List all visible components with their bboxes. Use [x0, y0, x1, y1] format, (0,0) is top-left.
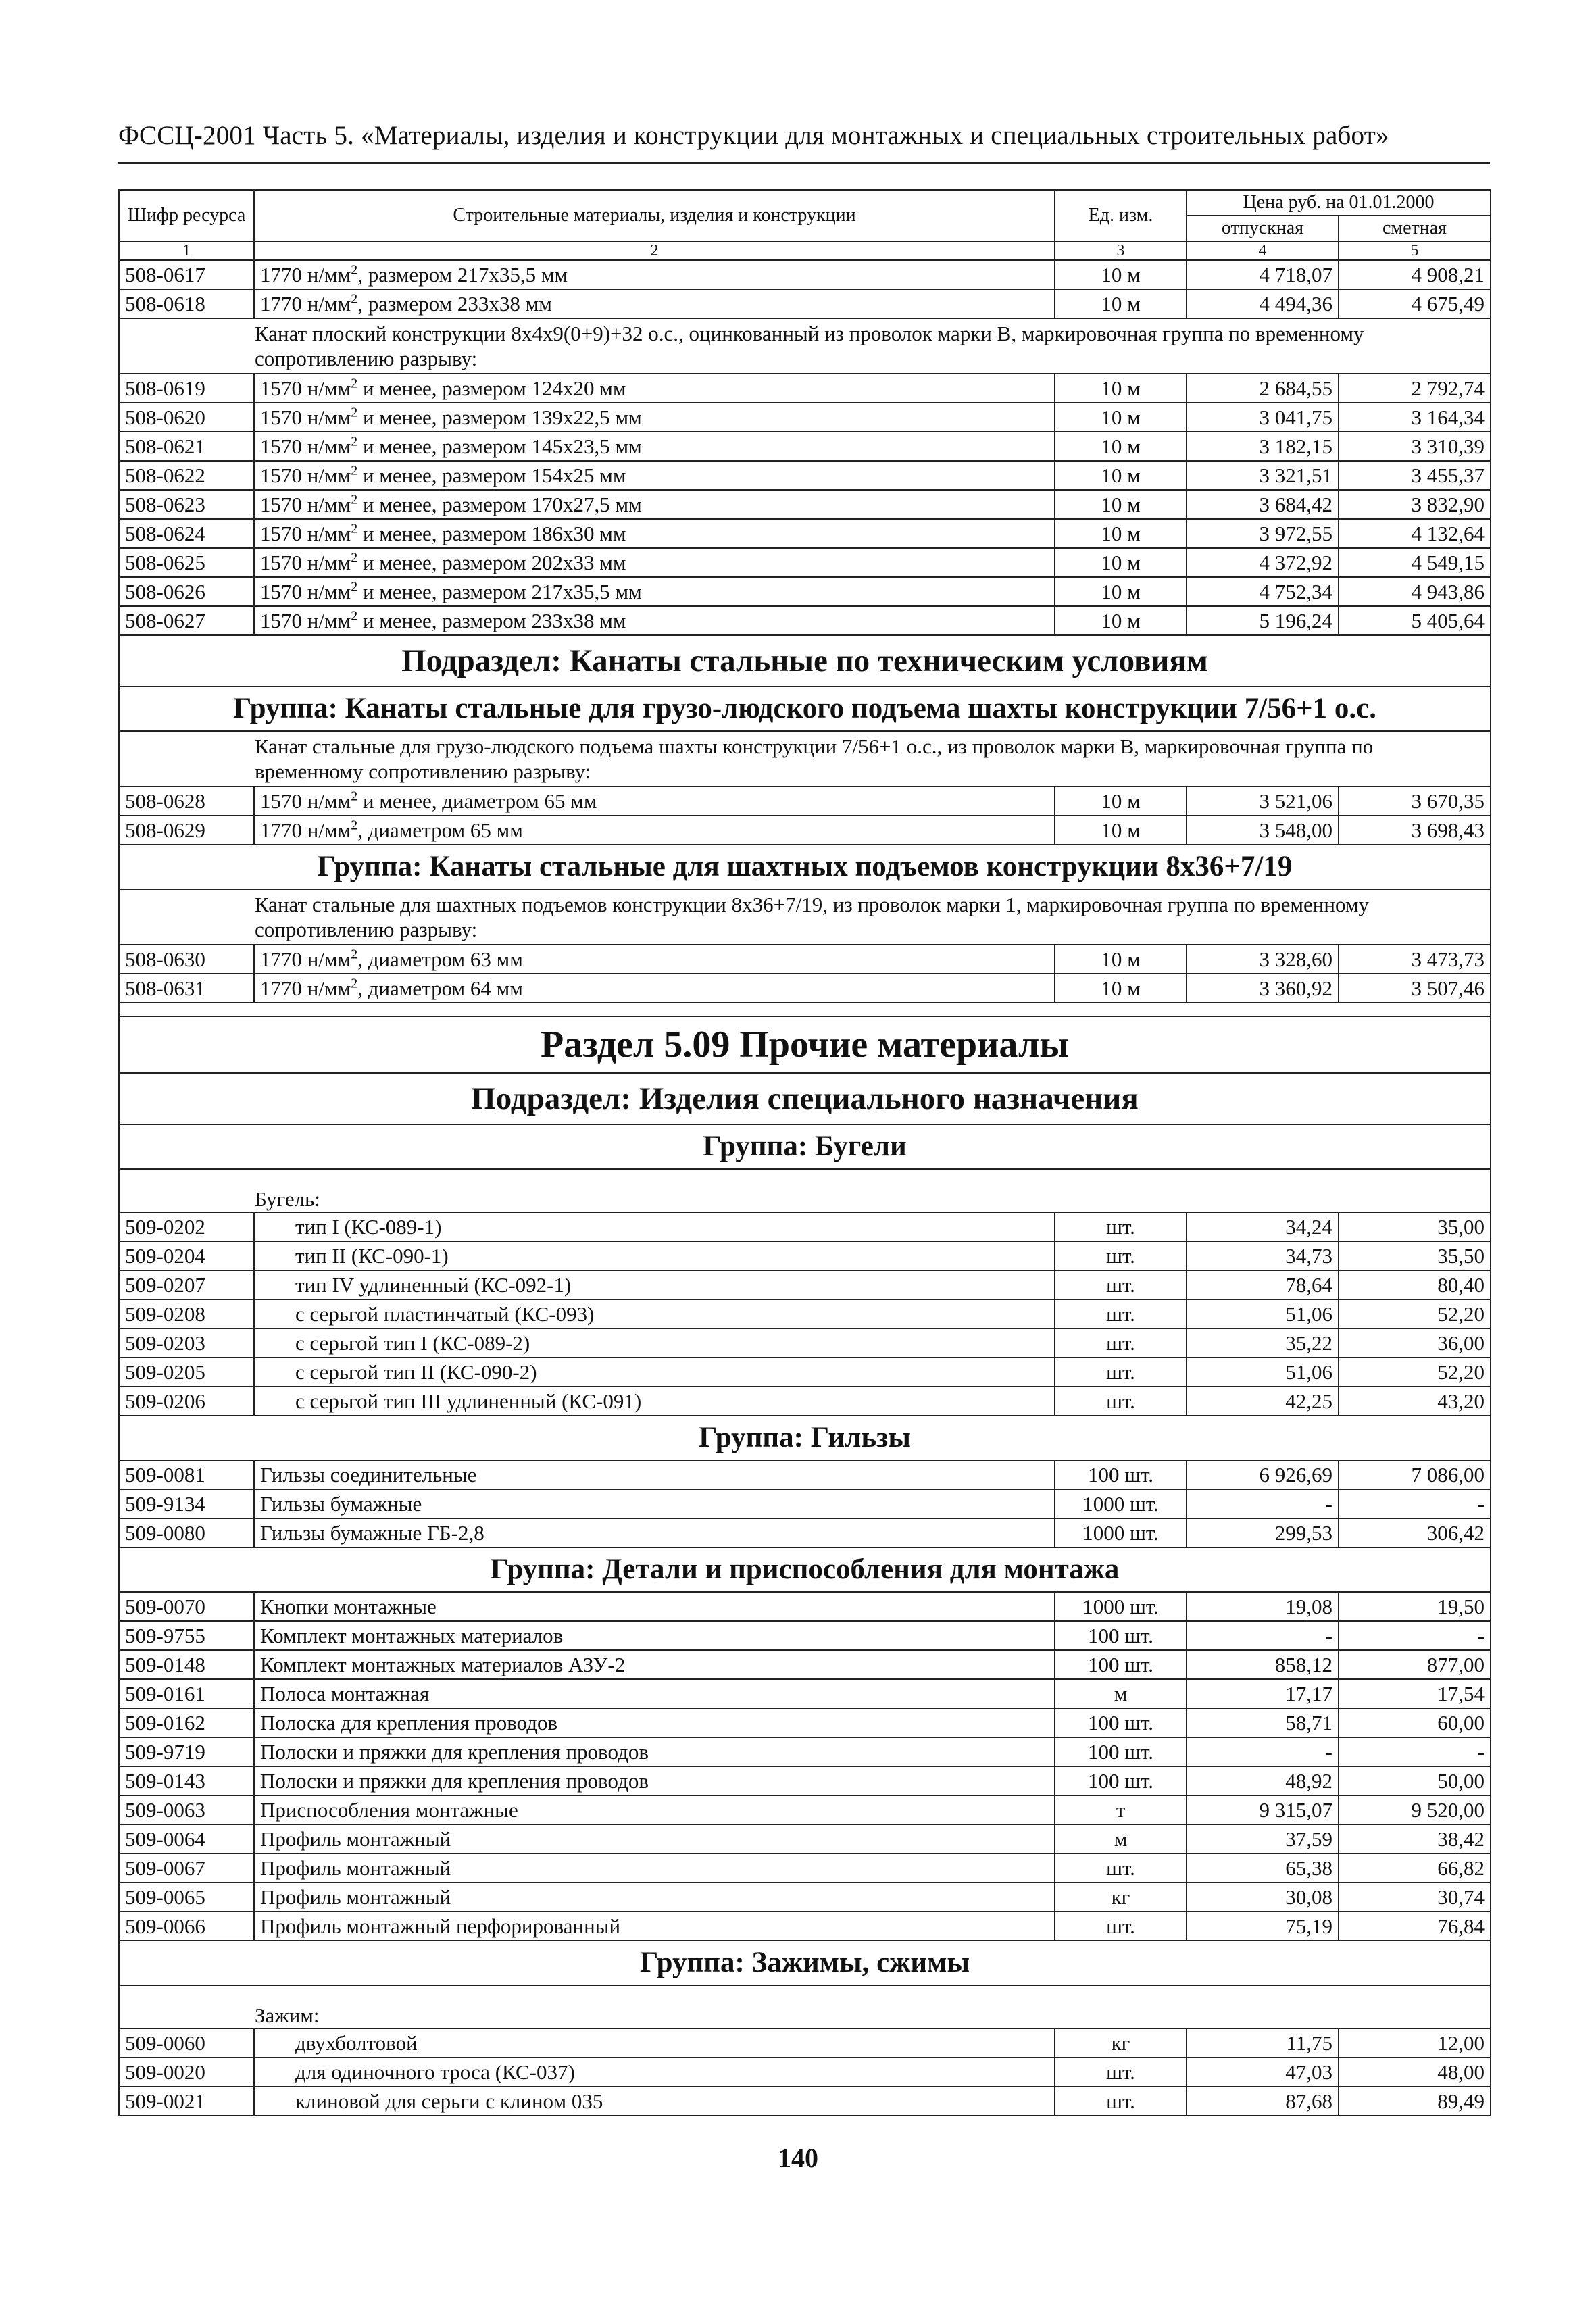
price-estimate: - [1339, 1737, 1491, 1766]
note-row [119, 318, 1491, 374]
price-estimate: 17,54 [1339, 1679, 1491, 1708]
unit: 100 шт. [1055, 1766, 1187, 1795]
unit: 100 шт. [1055, 1460, 1187, 1489]
unit: т [1055, 1795, 1187, 1824]
table-row [119, 1737, 1491, 1766]
column-header-estimate: сметная [1339, 216, 1491, 241]
price-release: 51,06 [1187, 1358, 1339, 1387]
item-name: 1770 $н/мм^2$, размером 217х35,5 мм [254, 260, 1055, 289]
price-estimate: - [1339, 1489, 1491, 1518]
price-estimate: 60,00 [1339, 1708, 1491, 1737]
note-row [119, 731, 1491, 787]
price-release: 4 372,92 [1187, 548, 1339, 577]
column-header-unit: Ед. изм. [1055, 190, 1187, 241]
table-row [119, 1241, 1491, 1270]
unit: шт. [1055, 1241, 1187, 1270]
group-heading-row [119, 1941, 1491, 1985]
price-estimate: 5 405,64 [1339, 606, 1491, 635]
group-label: Зажим: [119, 1985, 1491, 2028]
table-row [119, 1708, 1491, 1737]
price-release: 9 315,07 [1187, 1795, 1339, 1824]
unit: шт. [1055, 1358, 1187, 1387]
column-number: 5 [1339, 241, 1491, 260]
price-release: 87,68 [1187, 2087, 1339, 2116]
resource-code: 509-0020 [119, 2058, 254, 2087]
price-table [118, 189, 1491, 2116]
price-estimate: 9 520,00 [1339, 1795, 1491, 1824]
label-row [119, 1169, 1491, 1212]
item-name: 1570 $н/мм^2$ и менее, размером 145х23,5 мм [254, 432, 1055, 461]
price-estimate: 3 310,39 [1339, 432, 1491, 461]
note-text: Канат стальные для грузо-людского подъема шахты конструкции 7/56+1 о.с., из проволок марки В, маркировочная группа по временному сопротивлению разрыву: [119, 731, 1491, 787]
column-header-price: Цена руб. на 01.01.2000 [1187, 190, 1491, 216]
item-name: 1770 $н/мм^2$, диаметром 64 мм [254, 974, 1055, 1003]
price-estimate: 48,00 [1339, 2058, 1491, 2087]
item-name: тип IV удлиненный (КС-092-1) [254, 1270, 1055, 1299]
price-release: 3 321,51 [1187, 461, 1339, 490]
resource-code: 508-0625 [119, 548, 254, 577]
price-estimate: 3 670,35 [1339, 787, 1491, 816]
price-estimate: 4 908,21 [1339, 260, 1491, 289]
price-release: - [1187, 1737, 1339, 1766]
item-name: Комплект монтажных материалов [254, 1621, 1055, 1650]
price-release: 78,64 [1187, 1270, 1339, 1299]
price-estimate: 4 549,15 [1339, 548, 1491, 577]
unit: 10 м [1055, 490, 1187, 519]
unit: 1000 шт. [1055, 1592, 1187, 1621]
price-estimate: 52,20 [1339, 1299, 1491, 1328]
price-estimate: 52,20 [1339, 1358, 1491, 1387]
price-release: 34,73 [1187, 1241, 1339, 1270]
price-release: 4 752,34 [1187, 577, 1339, 606]
unit: 10 м [1055, 606, 1187, 635]
table-row [119, 1460, 1491, 1489]
table-row [119, 1795, 1491, 1824]
price-estimate: 3 455,37 [1339, 461, 1491, 490]
resource-code: 509-0203 [119, 1328, 254, 1358]
unit: шт. [1055, 1299, 1187, 1328]
price-release: 3 182,15 [1187, 432, 1339, 461]
column-number-row [119, 241, 1491, 260]
group-heading-row [119, 845, 1491, 889]
price-estimate: 80,40 [1339, 1270, 1491, 1299]
resource-code: 508-0624 [119, 519, 254, 548]
price-estimate: 4 132,64 [1339, 519, 1491, 548]
unit: 10 м [1055, 548, 1187, 577]
resource-code: 509-0202 [119, 1212, 254, 1241]
resource-code: 509-0208 [119, 1299, 254, 1328]
spacer-row [119, 1003, 1491, 1016]
resource-code: 509-9719 [119, 1737, 254, 1766]
unit: шт. [1055, 1270, 1187, 1299]
resource-code: 508-0621 [119, 432, 254, 461]
heading-text: Группа: Детали и приспособления для монтажа [119, 1547, 1491, 1592]
unit: шт. [1055, 1387, 1187, 1416]
item-name: 1570 $н/мм^2$ и менее, размером 124х20 мм [254, 374, 1055, 403]
resource-code: 509-0065 [119, 1883, 254, 1912]
unit: шт. [1055, 2087, 1187, 2116]
table-row [119, 403, 1491, 432]
table-row [119, 606, 1491, 635]
price-release: 75,19 [1187, 1912, 1339, 1941]
resource-code: 508-0631 [119, 974, 254, 1003]
price-estimate: 12,00 [1339, 2028, 1491, 2058]
resource-code: 509-0066 [119, 1912, 254, 1941]
resource-code: 509-0070 [119, 1592, 254, 1621]
price-release: 5 196,24 [1187, 606, 1339, 635]
resource-code: 509-0162 [119, 1708, 254, 1737]
table-row [119, 289, 1491, 318]
item-name: тип I (КС-089-1) [254, 1212, 1055, 1241]
resource-code: 509-0060 [119, 2028, 254, 2058]
table-row [119, 787, 1491, 816]
table-row [119, 945, 1491, 974]
resource-code: 509-0067 [119, 1853, 254, 1883]
item-name: 1570 $н/мм^2$ и менее, размером 233х38 мм [254, 606, 1055, 635]
price-release: 65,38 [1187, 1853, 1339, 1883]
resource-code: 509-0148 [119, 1650, 254, 1679]
unit: 10 м [1055, 974, 1187, 1003]
price-release: 11,75 [1187, 2028, 1339, 2058]
table-row [119, 1766, 1491, 1795]
unit: 1000 шт. [1055, 1518, 1187, 1547]
price-release: 51,06 [1187, 1299, 1339, 1328]
item-name: Кнопки монтажные [254, 1592, 1055, 1621]
table-row [119, 548, 1491, 577]
unit: 10 м [1055, 289, 1187, 318]
resource-code: 509-0063 [119, 1795, 254, 1824]
price-release: 17,17 [1187, 1679, 1339, 1708]
note-text: Канат плоский конструкции 8х4х9(0+9)+32 о.с., оцинкованный из проволок марки В, маркировочная группа по временному сопротивлению разрыву: [119, 318, 1491, 374]
price-release: - [1187, 1621, 1339, 1650]
item-name: 1570 $н/мм^2$ и менее, размером 202х33 мм [254, 548, 1055, 577]
price-estimate: 30,74 [1339, 1883, 1491, 1912]
price-estimate: 4 675,49 [1339, 289, 1491, 318]
resource-code: 508-0623 [119, 490, 254, 519]
price-estimate: 89,49 [1339, 2087, 1491, 2116]
unit: шт. [1055, 2058, 1187, 2087]
price-release: - [1187, 1489, 1339, 1518]
resource-code: 508-0619 [119, 374, 254, 403]
item-name: Комплект монтажных материалов АЗУ-2 [254, 1650, 1055, 1679]
table-row [119, 1299, 1491, 1328]
item-name: Гильзы бумажные ГБ-2,8 [254, 1518, 1055, 1547]
unit: 10 м [1055, 461, 1187, 490]
subsection-heading-row [119, 1073, 1491, 1124]
item-name: 1570 $н/мм^2$ и менее, размером 186х30 мм [254, 519, 1055, 548]
price-estimate: 3 507,46 [1339, 974, 1491, 1003]
resource-code: 508-0620 [119, 403, 254, 432]
resource-code: 509-0207 [119, 1270, 254, 1299]
table-row [119, 974, 1491, 1003]
price-estimate: - [1339, 1621, 1491, 1650]
unit: 100 шт. [1055, 1621, 1187, 1650]
price-release: 2 684,55 [1187, 374, 1339, 403]
price-release: 47,03 [1187, 2058, 1339, 2087]
table-row [119, 1679, 1491, 1708]
table-header-row [119, 190, 1491, 216]
resource-code: 508-0629 [119, 816, 254, 845]
heading-text: Группа: Канаты стальные для грузо-людского подъема шахты конструкции 7/56+1 о.с. [119, 687, 1491, 731]
item-name: Полоски и пряжки для крепления проводов [254, 1766, 1055, 1795]
unit: 10 м [1055, 260, 1187, 289]
note-text: Канат стальные для шахтных подъемов конструкции 8х36+7/19, из проволок марки 1, маркировочная группа по временному сопротивлению разрыву: [119, 889, 1491, 945]
heading-text: Раздел 5.09 Прочие материалы [119, 1016, 1491, 1073]
page-number: 140 [778, 2143, 818, 2173]
price-estimate: 3 473,73 [1339, 945, 1491, 974]
price-estimate: 877,00 [1339, 1650, 1491, 1679]
price-release: 34,24 [1187, 1212, 1339, 1241]
price-estimate: 35,50 [1339, 1241, 1491, 1270]
unit: 10 м [1055, 519, 1187, 548]
price-release: 4 494,36 [1187, 289, 1339, 318]
item-name: Полоса монтажная [254, 1679, 1055, 1708]
price-release: 3 360,92 [1187, 974, 1339, 1003]
item-name: для одиночного троса (КС-037) [254, 2058, 1055, 2087]
table-row [119, 2028, 1491, 2058]
table-row [119, 260, 1491, 289]
heading-text: Группа: Канаты стальные для шахтных подъемов конструкции 8х36+7/19 [119, 845, 1491, 889]
section-heading-row [119, 1016, 1491, 1073]
running-header: ФССЦ-2001 Часть 5. «Материалы, изделия и конструкции для монтажных и специальных строительных работ» [118, 121, 1389, 150]
item-name: тип II (КС-090-1) [254, 1241, 1055, 1270]
price-estimate: 306,42 [1339, 1518, 1491, 1547]
unit: шт. [1055, 1212, 1187, 1241]
unit: м [1055, 1679, 1187, 1708]
price-release: 6 926,69 [1187, 1460, 1339, 1489]
resource-code: 509-9134 [119, 1489, 254, 1518]
table-body [119, 190, 1491, 2116]
column-header-code: Шифр ресурса [119, 190, 254, 241]
item-name: Профиль монтажный [254, 1883, 1055, 1912]
unit: 100 шт. [1055, 1737, 1187, 1766]
resource-code: 509-0205 [119, 1358, 254, 1387]
resource-code: 509-0161 [119, 1679, 254, 1708]
table-row [119, 519, 1491, 548]
price-release: 3 684,42 [1187, 490, 1339, 519]
label-row [119, 1985, 1491, 2028]
price-estimate: 76,84 [1339, 1912, 1491, 1941]
price-release: 37,59 [1187, 1824, 1339, 1853]
price-release: 42,25 [1187, 1387, 1339, 1416]
table-row [119, 1592, 1491, 1621]
resource-code: 509-0021 [119, 2087, 254, 2116]
unit: 10 м [1055, 816, 1187, 845]
spacer-cell [119, 1003, 1491, 1016]
unit: 10 м [1055, 787, 1187, 816]
resource-code: 508-0627 [119, 606, 254, 635]
unit: м [1055, 1824, 1187, 1853]
table-row [119, 1387, 1491, 1416]
resource-code: 509-0204 [119, 1241, 254, 1270]
price-release: 58,71 [1187, 1708, 1339, 1737]
unit: шт. [1055, 1328, 1187, 1358]
table-row [119, 490, 1491, 519]
item-name: Приспособления монтажные [254, 1795, 1055, 1824]
table-row [119, 577, 1491, 606]
table-row [119, 1212, 1491, 1241]
item-name: Профиль монтажный [254, 1853, 1055, 1883]
group-heading-row [119, 1547, 1491, 1592]
table-row [119, 1358, 1491, 1387]
unit: шт. [1055, 1912, 1187, 1941]
table-row [119, 2087, 1491, 2116]
price-estimate: 38,42 [1339, 1824, 1491, 1853]
group-label: Бугель: [119, 1169, 1491, 1212]
item-name: с серьгой пластинчатый (КС-093) [254, 1299, 1055, 1328]
item-name: двухболтовой [254, 2028, 1055, 2058]
heading-text: Подраздел: Канаты стальные по техническим условиям [119, 635, 1491, 687]
table-row [119, 1650, 1491, 1679]
price-release: 35,22 [1187, 1328, 1339, 1358]
price-release: 299,53 [1187, 1518, 1339, 1547]
table-row [119, 1621, 1491, 1650]
heading-text: Группа: Бугели [119, 1124, 1491, 1169]
unit: 100 шт. [1055, 1650, 1187, 1679]
price-release: 3 521,06 [1187, 787, 1339, 816]
resource-code: 508-0617 [119, 260, 254, 289]
group-heading-row [119, 1124, 1491, 1169]
resource-code: 509-0080 [119, 1518, 254, 1547]
price-estimate: 7 086,00 [1339, 1460, 1491, 1489]
resource-code: 508-0626 [119, 577, 254, 606]
price-estimate: 36,00 [1339, 1328, 1491, 1358]
price-release: 3 548,00 [1187, 816, 1339, 845]
resource-code: 509-0143 [119, 1766, 254, 1795]
price-release: 4 718,07 [1187, 260, 1339, 289]
table-row [119, 374, 1491, 403]
resource-code: 508-0618 [119, 289, 254, 318]
price-estimate: 19,50 [1339, 1592, 1491, 1621]
item-name: 1570 $н/мм^2$ и менее, размером 139х22,5 мм [254, 403, 1055, 432]
price-estimate: 66,82 [1339, 1853, 1491, 1883]
price-release: 3 972,55 [1187, 519, 1339, 548]
table-row [119, 1489, 1491, 1518]
heading-text: Подраздел: Изделия специального назначения [119, 1073, 1491, 1124]
resource-code: 509-0206 [119, 1387, 254, 1416]
unit: 10 м [1055, 945, 1187, 974]
item-name: 1770 $н/мм^2$, диаметром 65 мм [254, 816, 1055, 845]
item-name: клиновой для серьги с клином 035 [254, 2087, 1055, 2116]
resource-code: 509-0081 [119, 1460, 254, 1489]
table-row [119, 1853, 1491, 1883]
resource-code: 508-0630 [119, 945, 254, 974]
column-number: 3 [1055, 241, 1187, 260]
price-estimate: 2 792,74 [1339, 374, 1491, 403]
item-name: с серьгой тип III удлиненный (КС-091) [254, 1387, 1055, 1416]
column-number: 1 [119, 241, 254, 260]
price-estimate: 50,00 [1339, 1766, 1491, 1795]
table-row [119, 1518, 1491, 1547]
price-estimate: 3 698,43 [1339, 816, 1491, 845]
item-name: 1570 $н/мм^2$ и менее, размером 154х25 мм [254, 461, 1055, 490]
group-heading-row [119, 687, 1491, 731]
group-heading-row [119, 1416, 1491, 1460]
price-release: 30,08 [1187, 1883, 1339, 1912]
price-release: 3 041,75 [1187, 403, 1339, 432]
subsection-heading-row [119, 635, 1491, 687]
item-name: Гильзы бумажные [254, 1489, 1055, 1518]
resource-code: 509-9755 [119, 1621, 254, 1650]
item-name: 1570 $н/мм^2$ и менее, размером 217х35,5 мм [254, 577, 1055, 606]
item-name: с серьгой тип II (КС-090-2) [254, 1358, 1055, 1387]
price-estimate: 3 164,34 [1339, 403, 1491, 432]
unit: 10 м [1055, 577, 1187, 606]
table-row [119, 1912, 1491, 1941]
unit: кг [1055, 1883, 1187, 1912]
unit: кг [1055, 2028, 1187, 2058]
resource-code: 508-0622 [119, 461, 254, 490]
column-number: 4 [1187, 241, 1339, 260]
item-name: 1570 $н/мм^2$ и менее, размером 170х27,5 мм [254, 490, 1055, 519]
item-name: Гильзы соединительные [254, 1460, 1055, 1489]
table-row [119, 2058, 1491, 2087]
table-row [119, 1824, 1491, 1853]
unit: 10 м [1055, 432, 1187, 461]
unit: 10 м [1055, 374, 1187, 403]
header-rule [118, 162, 1490, 164]
table-row [119, 1270, 1491, 1299]
unit: 1000 шт. [1055, 1489, 1187, 1518]
note-row [119, 889, 1491, 945]
resource-code: 508-0628 [119, 787, 254, 816]
table-row [119, 461, 1491, 490]
table-row [119, 1883, 1491, 1912]
price-estimate: 3 832,90 [1339, 490, 1491, 519]
column-header-name: Строительные материалы, изделия и конструкции [254, 190, 1055, 241]
table-row [119, 1328, 1491, 1358]
item-name: 1570 $н/мм^2$ и менее, диаметром 65 мм [254, 787, 1055, 816]
table-row [119, 432, 1491, 461]
price-release: 19,08 [1187, 1592, 1339, 1621]
resource-code: 509-0064 [119, 1824, 254, 1853]
price-release: 3 328,60 [1187, 945, 1339, 974]
item-name: Профиль монтажный [254, 1824, 1055, 1853]
unit: 100 шт. [1055, 1708, 1187, 1737]
unit: шт. [1055, 1853, 1187, 1883]
item-name: 1770 $н/мм^2$, диаметром 63 мм [254, 945, 1055, 974]
price-estimate: 35,00 [1339, 1212, 1491, 1241]
price-estimate: 4 943,86 [1339, 577, 1491, 606]
item-name: Полоска для крепления проводов [254, 1708, 1055, 1737]
table-row [119, 816, 1491, 845]
unit: 10 м [1055, 403, 1187, 432]
price-release: 48,92 [1187, 1766, 1339, 1795]
price-estimate: 43,20 [1339, 1387, 1491, 1416]
item-name: Профиль монтажный перфорированный [254, 1912, 1055, 1941]
heading-text: Группа: Гильзы [119, 1416, 1491, 1460]
item-name: с серьгой тип I (КС-089-2) [254, 1328, 1055, 1358]
heading-text: Группа: Зажимы, сжимы [119, 1941, 1491, 1985]
column-number: 2 [254, 241, 1055, 260]
price-release: 858,12 [1187, 1650, 1339, 1679]
item-name: 1770 $н/мм^2$, размером 233х38 мм [254, 289, 1055, 318]
item-name: Полоски и пряжки для крепления проводов [254, 1737, 1055, 1766]
column-header-release: отпускная [1187, 216, 1339, 241]
